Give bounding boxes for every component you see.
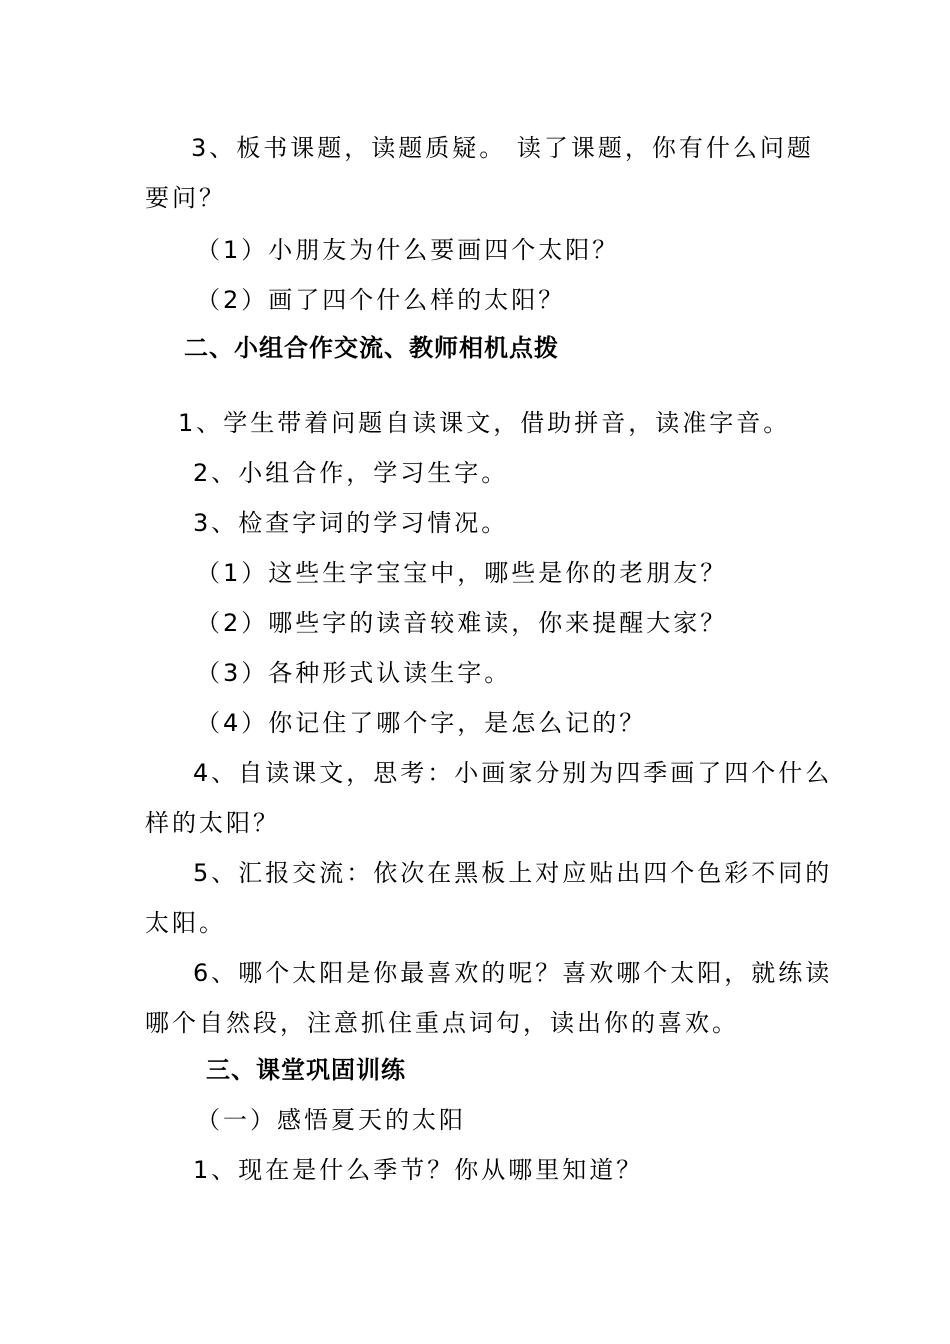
paragraph-line: 2、小组合作，学习生字。 <box>193 459 509 487</box>
paragraph-line: 1、学生带着问题自读课文，借助拼音，读准字音。 <box>178 409 791 437</box>
paragraph-line: 哪个自然段，注意抓住重点词句，读出你的喜欢。 <box>145 1009 739 1037</box>
section-heading: 二、小组合作交流、教师相机点拨 <box>184 334 559 362</box>
paragraph-line: 6、哪个太阳是你最喜欢的呢？喜欢哪个太阳，就练读 <box>193 959 833 987</box>
paragraph-line: 样的太阳？ <box>145 809 280 837</box>
paragraph-line: 要问？ <box>145 184 226 212</box>
list-item: （1）这些生字宝宝中，哪些是你的老朋友？ <box>196 559 728 587</box>
paragraph-line: 3、板书课题，读题质疑。 读了课题，你有什么问题 <box>191 134 814 162</box>
paragraph-line: 5、汇报交流：依次在黑板上对应贴出四个色彩不同的 <box>193 859 833 887</box>
list-item: （1）小朋友为什么要画四个太阳？ <box>196 236 620 264</box>
paragraph-line: 4、自读课文，思考：小画家分别为四季画了四个什么 <box>193 759 833 787</box>
list-item: （2）哪些字的读音较难读，你来提醒大家？ <box>196 609 728 637</box>
list-item: （3）各种形式认读生字。 <box>196 659 512 687</box>
paragraph-line: 1、现在是什么季节？你从哪里知道？ <box>193 1156 644 1184</box>
section-heading: 三、课堂巩固训练 <box>206 1056 406 1084</box>
list-item: （2）画了四个什么样的太阳？ <box>196 286 566 314</box>
list-item: （4）你记住了哪个字，是怎么记的？ <box>196 709 647 737</box>
subsection-heading: （一）感悟夏天的太阳 <box>196 1106 466 1134</box>
paragraph-line: 太阳。 <box>145 909 226 937</box>
paragraph-line: 3、检查字词的学习情况。 <box>193 509 509 537</box>
